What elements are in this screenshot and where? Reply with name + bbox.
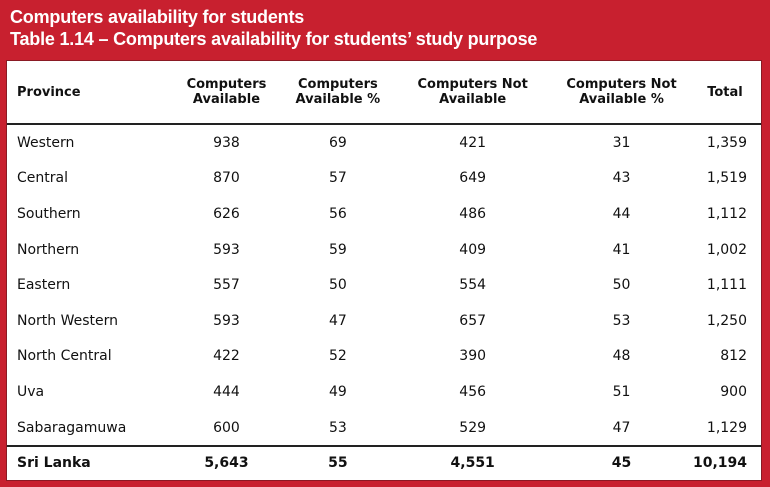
cell-available: 422: [213, 348, 240, 365]
header-available-pct: Computers Available %: [285, 61, 392, 124]
cell-not-available-pct: 50: [612, 277, 631, 294]
total-cell-province: Sri Lanka: [7, 446, 168, 479]
cell-province: Uva: [17, 383, 45, 400]
cell-not-available: 456: [459, 383, 487, 400]
header-total: Total: [689, 61, 761, 124]
table-row: [7, 267, 761, 303]
cell-total: 1,250: [706, 312, 747, 329]
cell-available-pct: 56: [328, 205, 347, 222]
cell-province: Sabaragamuwa: [17, 419, 127, 436]
cell-available: 870: [213, 170, 240, 187]
cell-available-pct: 69: [328, 134, 347, 151]
cell-not-available-pct: 53: [612, 312, 631, 329]
cell-available: 593: [213, 241, 240, 258]
cell-total: 1,359: [706, 134, 747, 151]
total-cell-available: 5,643: [168, 446, 284, 479]
cell-province: North Western: [17, 312, 119, 329]
cell-not-available-pct: 47: [612, 419, 631, 436]
table-container: [6, 60, 762, 481]
cell-available: 444: [213, 383, 240, 400]
cell-total: 1,111: [706, 277, 747, 294]
cell-total: 1,519: [706, 170, 747, 187]
cell-not-available-pct: 48: [612, 348, 631, 365]
total-cell-available-pct: 55: [285, 446, 392, 479]
cell-province: Eastern: [17, 277, 71, 294]
cell-province: Western: [17, 134, 75, 151]
cell-not-available: 409: [459, 241, 487, 258]
table-caption: Table 1.14 – Computers availability for students’ study purpose: [10, 29, 538, 49]
cell-not-available: 657: [459, 312, 487, 329]
table-row: [7, 339, 761, 375]
table-row: [7, 303, 761, 339]
figure-title: Computers availability for students: [10, 7, 305, 27]
title-block: [10, 6, 760, 50]
cell-available-pct: 57: [328, 170, 347, 187]
cell-total: 900: [720, 383, 747, 400]
table-row: [7, 161, 761, 197]
header-not-available: Computers Not Available: [391, 61, 554, 124]
cell-not-available: 554: [459, 277, 487, 294]
header-province: Province: [7, 61, 168, 124]
availability-table: [7, 61, 761, 479]
cell-province: Southern: [17, 205, 81, 222]
cell-total: 1,112: [706, 205, 747, 222]
table-row: [7, 196, 761, 232]
cell-available: 626: [213, 205, 240, 222]
cell-not-available-pct: 44: [612, 205, 631, 222]
cell-available-pct: 49: [328, 383, 347, 400]
cell-province: North Central: [17, 348, 112, 365]
table-body: [7, 124, 761, 479]
cell-not-available-pct: 31: [612, 134, 631, 151]
cell-available-pct: 47: [328, 312, 347, 329]
table-row: [7, 374, 761, 410]
total-cell-not-available: 4,551: [391, 446, 554, 479]
cell-not-available: 390: [459, 348, 487, 365]
cell-not-available-pct: 43: [612, 170, 631, 187]
cell-not-available-pct: 41: [612, 241, 631, 258]
cell-available: 938: [213, 134, 240, 151]
cell-available: 593: [213, 312, 240, 329]
cell-available-pct: 59: [328, 241, 347, 258]
cell-not-available: 649: [459, 170, 487, 187]
cell-not-available: 529: [459, 419, 487, 436]
cell-total: 812: [720, 348, 747, 365]
total-cell-not-available-pct: 45: [554, 446, 689, 479]
table-row: [7, 232, 761, 268]
cell-not-available: 421: [459, 134, 487, 151]
total-row: [7, 446, 761, 479]
header-available: Computers Available: [168, 61, 284, 124]
cell-province: Central: [17, 170, 68, 187]
cell-available-pct: 53: [328, 419, 347, 436]
cell-available-pct: 52: [328, 348, 347, 365]
header-row: [7, 61, 761, 124]
cell-total: 1,129: [706, 419, 747, 436]
table-row: [7, 124, 761, 161]
cell-not-available: 486: [459, 205, 487, 222]
cell-province: Northern: [17, 241, 80, 258]
table-row: [7, 410, 761, 447]
cell-total: 1,002: [706, 241, 747, 258]
cell-not-available-pct: 51: [612, 383, 631, 400]
header-not-available-pct: Computers Not Available %: [554, 61, 689, 124]
cell-available-pct: 50: [328, 277, 347, 294]
total-cell-total: 10,194: [689, 446, 761, 479]
cell-available: 600: [213, 419, 240, 436]
cell-available: 557: [213, 277, 240, 294]
